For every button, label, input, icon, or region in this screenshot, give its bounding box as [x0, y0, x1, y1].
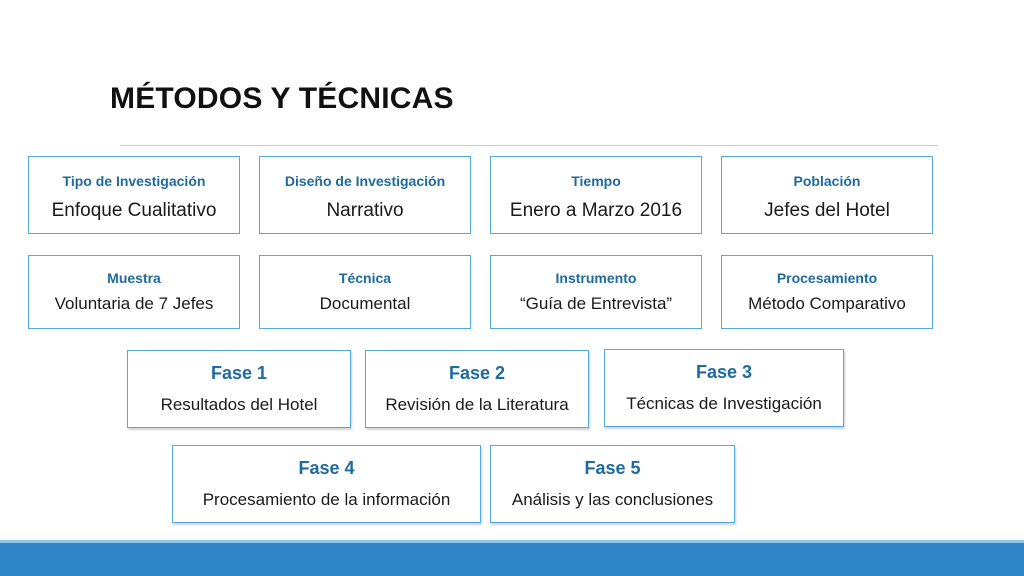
fase-5-box: [490, 445, 735, 523]
box-value: Narrativo: [326, 200, 404, 221]
fase-1-box: [127, 350, 351, 428]
box-value: Método Comparativo: [748, 294, 906, 313]
fase-value: Técnicas de Investigación: [626, 394, 822, 413]
fase-3-box: [604, 349, 844, 427]
poblacion-box: [721, 156, 933, 234]
footer-bar: [0, 540, 1024, 576]
box-value: Voluntaria de 7 Jefes: [54, 294, 214, 313]
tipo-investigacion-box: [28, 156, 240, 234]
box-heading: Muestra: [107, 270, 161, 286]
fase-heading: Fase 4: [298, 458, 355, 478]
box-value: Enfoque Cualitativo: [51, 200, 217, 221]
fase-value: Análisis y las conclusiones: [511, 490, 714, 509]
fase-value: Resultados del Hotel: [160, 395, 318, 414]
tiempo-box: [490, 156, 702, 234]
fase-heading: Fase 1: [210, 363, 268, 383]
box-heading: Tiempo: [571, 173, 621, 189]
box-heading: Diseño de Investigación: [284, 173, 446, 189]
fase-heading: Fase 3: [695, 362, 753, 382]
instrumento-box: [490, 255, 702, 329]
box-value: Jefes del Hotel: [764, 200, 890, 221]
title-divider: [120, 145, 938, 146]
box-value: Enero a Marzo 2016: [509, 200, 683, 221]
tecnica-box: [259, 255, 471, 329]
box-heading: Instrumento: [555, 270, 637, 286]
muestra-box: [28, 255, 240, 329]
box-heading: Población: [793, 173, 861, 189]
box-heading: Técnica: [338, 270, 392, 286]
fase-4-box: [172, 445, 481, 523]
box-value: Documental: [319, 294, 411, 313]
fase-2-box: [365, 350, 589, 428]
diseno-investigacion-box: [259, 156, 471, 234]
box-heading: Procesamiento: [776, 270, 878, 286]
box-value: “Guía de Entrevista”: [519, 294, 673, 313]
procesamiento-box: [721, 255, 933, 329]
slide-title: MÉTODOS Y TÉCNICAS: [110, 82, 454, 115]
fase-heading: Fase 5: [584, 458, 641, 478]
fase-value: Procesamiento de la información: [202, 490, 451, 509]
fase-heading: Fase 2: [448, 363, 506, 383]
fase-value: Revisión de la Literatura: [385, 395, 569, 414]
box-heading: Tipo de Investigación: [62, 173, 206, 189]
